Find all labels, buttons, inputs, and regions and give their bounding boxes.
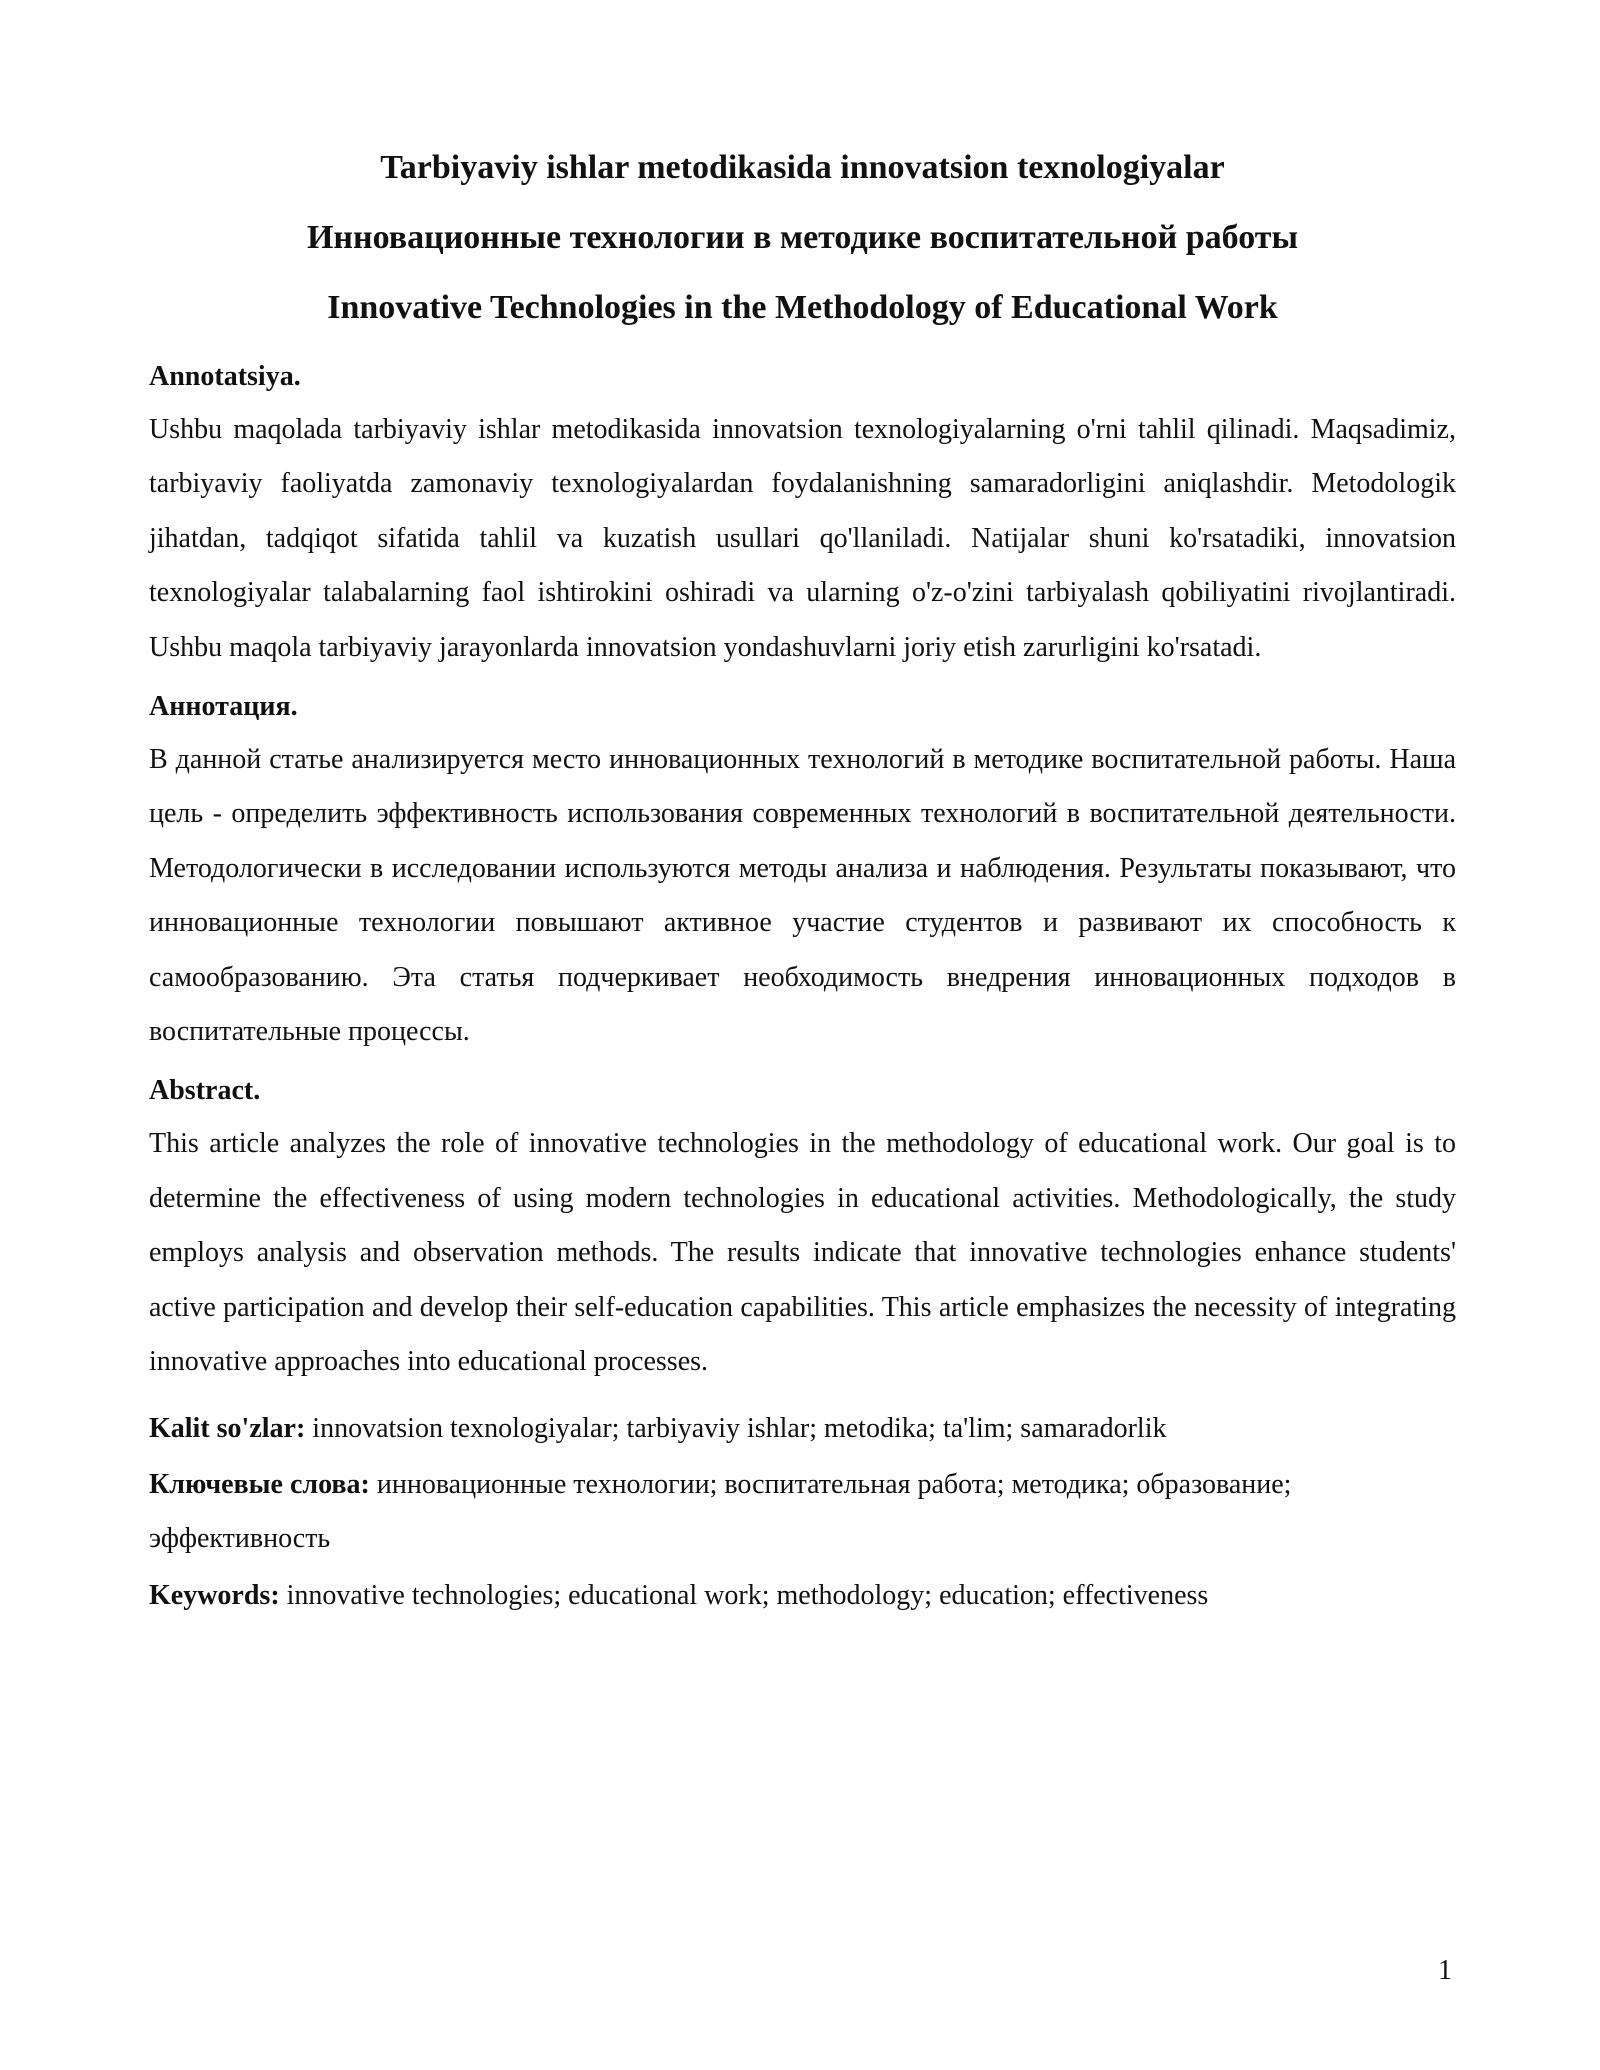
title-russian: Инновационные технологии в методике воспитательной работы bbox=[306, 219, 1298, 256]
keywords-ru bbox=[149, 1458, 1456, 1567]
title-english: Innovative Technologies in the Methodology of Educational Work bbox=[327, 289, 1278, 326]
annotation-uz-text: Ushbu maqolada tarbiyaviy ishlar metodikasida innovatsion texnologiyalarning o'rni tahlil qilinadi. Maqsadimiz, tarbiyaviy faoliyatda zamonaviy texnologiyalardan foydalanishning samaradorligini aniqlashdir. Metodologik jihatdan, tadqiqot sifatida tahlil va kuzatish usullari qo'llaniladi. Natijalar shuni ko'rsatadiki, innovatsion texnologiyalar talabalarning faol ishtirokini oshiradi va ularning o'z-o'zini tarbiyalash qobiliyatini rivojlantiradi. Ushbu maqola tarbiyaviy jarayonlarda innovatsion yondashuvlarni joriy etish zarurligini ko'rsatadi. bbox=[149, 414, 1456, 663]
keywords-uz bbox=[149, 1402, 1456, 1456]
keywords-en-label: Keywords: bbox=[149, 1579, 280, 1611]
keywords-ru-label: Ключевые слова: bbox=[149, 1468, 370, 1500]
keywords-en-text: innovative technologies; educational work; methodology; education; effectiveness bbox=[286, 1579, 1209, 1611]
annotation-ru-text: В данной статье анализируется место инновационных технологий в методике воспитательной работы. Наша цель - определить эффективность использования современных технологий в воспитательной деятельности. Методологически в исследовании используются методы анализа и наблюдения. Результаты показывают, что инновационные технологии повышают активное участие студентов и развивают их способность к самообразованию. Эта статья подчеркивает необходимость внедрения инновационных подходов в воспитательные процессы. bbox=[149, 744, 1456, 1048]
title-uzbek: Tarbiyaviy ishlar metodikasida innovatsion texnologiyalar bbox=[380, 149, 1225, 186]
abstract-en-heading: Abstract. bbox=[149, 1075, 261, 1107]
paper-page bbox=[149, 145, 1456, 1625]
annotation-ru-heading: Аннотация. bbox=[149, 691, 298, 723]
annotation-uz-heading: Annotatsiya. bbox=[149, 361, 301, 392]
keywords-en bbox=[149, 1569, 1456, 1623]
page-number: 1 bbox=[1438, 1955, 1452, 1986]
abstract-en-text: This article analyzes the role of innovative technologies in the methodology of educational work. Our goal is to determine the effectiveness of using modern technologies in educational activities. Methodologically, the study employs analysis and observation methods. The results indicate that innovative technologies enhance students' active participation and develop their self-education capabilities. This article emphasizes the necessity of integrating innovative approaches into educational processes. bbox=[149, 1128, 1456, 1378]
keywords-ru-text: инновационные технологии; воспитательная работа; методика; образование; эффективность bbox=[149, 1468, 1292, 1555]
keywords-uz-text: innovatsion texnologiyalar; tarbiyaviy ishlar; metodika; ta'lim; samaradorlik bbox=[312, 1412, 1167, 1444]
keywords-uz-label: Kalit so'zlar: bbox=[149, 1412, 306, 1444]
